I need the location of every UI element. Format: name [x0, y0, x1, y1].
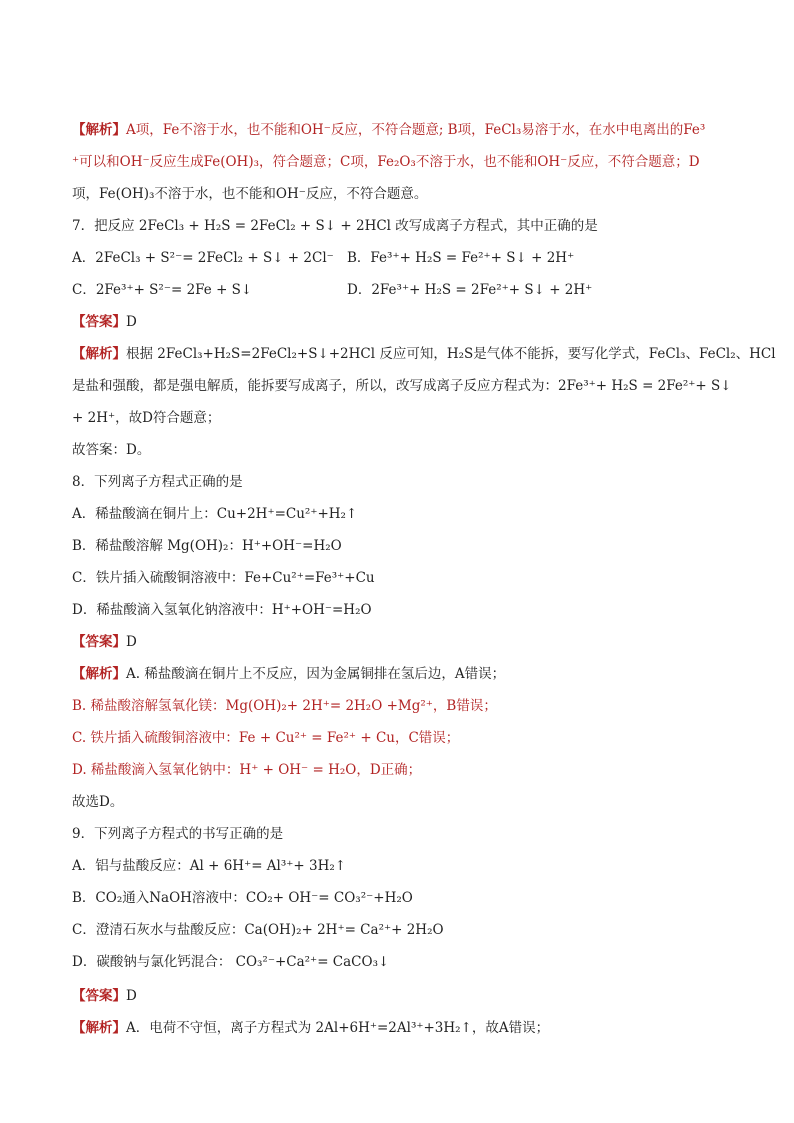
- q9-option-b: [72, 888, 413, 908]
- line-text: 项，Fe(OH)₃不溶于水，也不能和OH⁻反应，不符合题意。: [72, 186, 428, 202]
- q7-options-ab: [72, 248, 722, 268]
- answer-text: D: [126, 634, 137, 650]
- option-d: D．2Fe³⁺+ H₂S = 2Fe²⁺+ S↓ + 2H⁺: [347, 282, 593, 298]
- line-1: [72, 120, 705, 140]
- answer-text: D: [126, 314, 137, 330]
- line-text: B. 稀盐酸溶解氢氧化镁：Mg(OH)₂+ 2H⁺= 2H₂O +Mg²⁺，B错误；: [72, 698, 497, 714]
- line-text: 故答案：D。: [72, 442, 151, 458]
- q9-option-d: [72, 952, 389, 972]
- line-text: + 2H⁺，故D符合题意；: [72, 410, 221, 426]
- answer-tag: 【答案】: [72, 634, 126, 650]
- line-text: ⁺可以和OH⁻反应生成Fe(OH)₃，符合题意；C项，Fe₂O₃不溶于水，也不能和OH⁻反应，不符合题意；D: [72, 154, 700, 170]
- q8-option-b: [72, 536, 342, 556]
- line-text: D．稀盐酸滴入氢氧化钠溶液中：H⁺+OH⁻=H₂O: [72, 602, 372, 618]
- line-3: [72, 184, 427, 204]
- q9-option-c: [72, 920, 444, 940]
- analysis-7-conclusion: [72, 440, 150, 460]
- line-text: 是盐和强酸，都是强电解质，能拆要写成离子，所以，改写成离子反应方程式为：2Fe³⁺+ H₂S = 2Fe²⁺+ S↓: [72, 378, 732, 394]
- line-text: A项，Fe不溶于水，也不能和OH⁻反应，不符合题意; B项，FeCl₃易溶于水，在水中电离出的Fe³: [126, 122, 706, 138]
- analysis-7-line-1: [72, 344, 776, 364]
- q7-options-cd: [72, 280, 722, 300]
- line-text: A．铝与盐酸反应：Al + 6H⁺= Al³⁺+ 3H₂↑: [72, 858, 347, 874]
- analysis-8-line-3: [72, 728, 459, 748]
- analysis-tag: 【解析】: [72, 1020, 126, 1036]
- analysis-tag: 【解析】: [72, 666, 126, 682]
- answer-9: [72, 986, 137, 1006]
- analysis-7-line-2: [72, 376, 732, 396]
- question-7: [72, 216, 598, 236]
- question-9: [72, 824, 283, 844]
- line-text: A．电荷不守恒，离子方程式为 2Al+6H⁺=2Al³⁺+3H₂↑，故A错误；: [126, 1020, 550, 1036]
- line-text: C．铁片插入硫酸铜溶液中：Fe+Cu²⁺=Fe³⁺+Cu: [72, 570, 375, 586]
- answer-8: [72, 632, 137, 652]
- analysis-8-line-2: [72, 696, 497, 716]
- line-text: C. 铁片插入硫酸铜溶液中：Fe + Cu²⁺ = Fe²⁺ + Cu，C错误；: [72, 730, 460, 746]
- line-text: A．稀盐酸滴在铜片上：Cu+2H⁺=Cu²⁺+H₂↑: [72, 506, 358, 522]
- q8-option-a: [72, 504, 357, 524]
- answer-text: D: [126, 988, 137, 1004]
- analysis-8-line-4: [72, 760, 421, 780]
- line-tag: 【解析】: [72, 122, 126, 138]
- analysis-8-conclusion: [72, 792, 123, 812]
- line-text: 根据 2FeCl₃+H₂S=2FeCl₂+S↓+2HCl 反应可知，H₂S是气体不能拆，要写化学式，FeCl₃、FeCl₂、HCl: [126, 346, 776, 362]
- analysis-8-line-1: [72, 664, 505, 684]
- q8-option-d: [72, 600, 372, 620]
- option-c: C．2Fe³⁺+ S²⁻= 2Fe + S↓: [72, 282, 253, 298]
- analysis-tag: 【解析】: [72, 346, 126, 362]
- line-text: 7．把反应 2FeCl₃ + H₂S = 2FeCl₂ + S↓ + 2HCl 改写成离子方程式，其中正确的是: [72, 218, 598, 234]
- question-8: [72, 472, 243, 492]
- line-text: B．稀盐酸溶解 Mg(OH)₂：H⁺+OH⁻=H₂O: [72, 538, 342, 554]
- line-text: D. 稀盐酸滴入氢氧化钠中：H⁺ + OH⁻ = H₂O，D正确；: [72, 762, 422, 778]
- line-text: B．CO₂通入NaOH溶液中：CO₂+ OH⁻= CO₃²⁻+H₂O: [72, 890, 413, 906]
- line-text: 9．下列离子方程式的书写正确的是: [72, 826, 284, 842]
- answer-7: [72, 312, 137, 332]
- q8-option-c: [72, 568, 375, 588]
- answer-tag: 【答案】: [72, 988, 126, 1004]
- analysis-7-line-3: [72, 408, 220, 428]
- line-text: C．澄清石灰水与盐酸反应：Ca(OH)₂+ 2H⁺= Ca²⁺+ 2H₂O: [72, 922, 444, 938]
- option-a: A．2FeCl₃ + S²⁻= 2FeCl₂ + S↓ + 2Cl⁻: [72, 250, 334, 266]
- answer-tag: 【答案】: [72, 314, 126, 330]
- line-text: D．碳酸钠与氯化钙混合： CO₃²⁻+Ca²⁺= CaCO₃↓: [72, 954, 390, 970]
- line-text: A. 稀盐酸滴在铜片上不反应，因为金属铜排在氢后边，A错误；: [126, 666, 506, 682]
- option-b: B．Fe³⁺+ H₂S = Fe²⁺+ S↓ + 2H⁺: [347, 250, 575, 266]
- line-2: [72, 152, 700, 172]
- analysis-9-line-1: [72, 1018, 549, 1038]
- line-text: 8．下列离子方程式正确的是: [72, 474, 243, 490]
- q9-option-a: [72, 856, 346, 876]
- line-text: 故选D。: [72, 794, 124, 810]
